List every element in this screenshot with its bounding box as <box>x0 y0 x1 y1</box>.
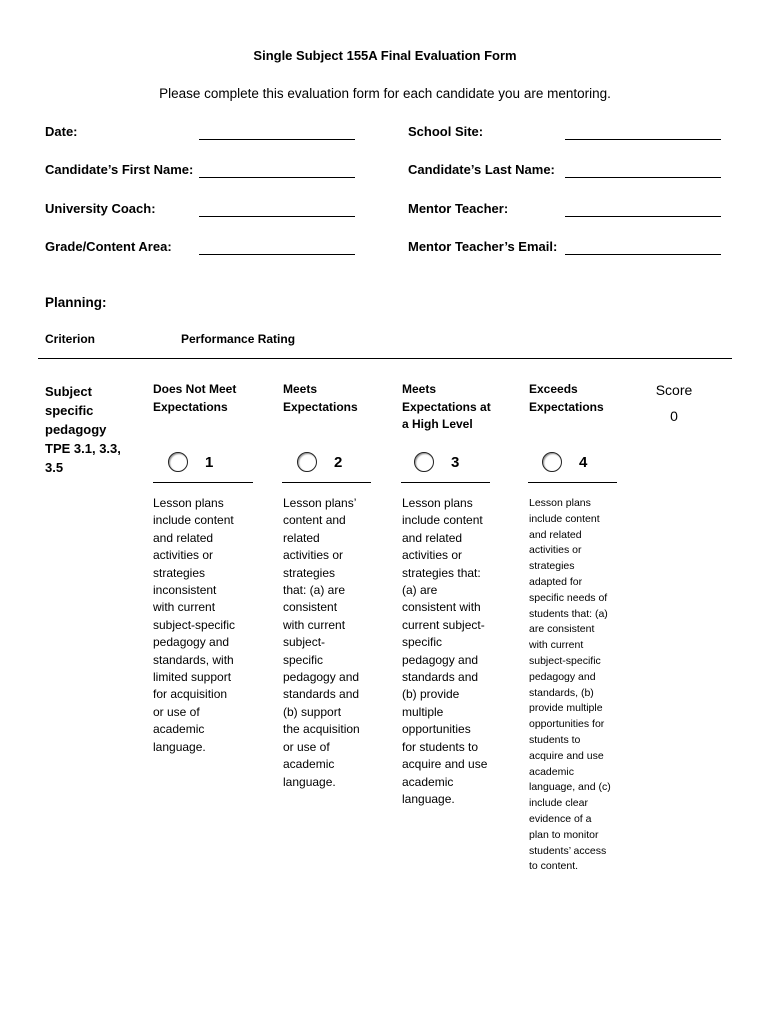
mentor-teacher-email-label: Mentor Teacher’s Email: <box>408 239 558 254</box>
school-site-field[interactable] <box>565 139 721 140</box>
mentor-teacher-field[interactable] <box>565 216 721 217</box>
candidate-first-name-field[interactable] <box>199 177 355 178</box>
radio-button-icon[interactable] <box>414 452 434 472</box>
radio-button-icon[interactable] <box>168 452 188 472</box>
rating-2-label: Meets Expectations <box>283 382 358 414</box>
candidate-last-name-label: Candidate’s Last Name: <box>408 162 555 177</box>
rating-3-label: Meets Expectations at a High Level <box>402 382 491 431</box>
rating-option-2[interactable] <box>297 452 342 472</box>
school-site-label: School Site: <box>408 124 484 139</box>
rating-3-description: Lesson plans include content and related activities or strategies that: (a) are consistent with current subject-specific pedagogy and standards and (b) provide multiple opportunities for students to acquire and use academic language. <box>402 496 488 806</box>
university-coach-label: University Coach: <box>45 201 156 216</box>
rating-2-underline <box>282 482 371 483</box>
rating-3-value: 3 <box>451 453 460 471</box>
university-coach-field[interactable] <box>199 216 355 217</box>
form-instructions: Please complete this evaluation form for each candidate you are mentoring. <box>159 86 611 101</box>
criterion-header: Criterion <box>45 332 96 346</box>
form-title: Single Subject 155A Final Evaluation Form <box>253 48 517 63</box>
grade-content-area-field[interactable] <box>199 254 355 255</box>
mentor-teacher-email-field[interactable] <box>565 254 721 255</box>
rating-option-3[interactable] <box>414 452 459 472</box>
rating-1-label: Does Not Meet Expectations <box>153 382 237 414</box>
rating-option-1[interactable] <box>168 452 213 472</box>
criterion-name: Subject specific pedagogy TPE 3.1, 3.3, 3.5 <box>45 384 121 475</box>
rating-3-underline <box>401 482 490 483</box>
rating-2-value: 2 <box>334 453 343 471</box>
rating-4-underline <box>528 482 617 483</box>
rating-2-description: Lesson plans’ content and related activities or strategies that: (a) are consistent with current subject-specific pedagogy and standards and (b) support the acquisition or use of academic language. <box>283 496 360 789</box>
date-field[interactable] <box>199 139 355 140</box>
radio-button-icon[interactable] <box>297 452 317 472</box>
candidate-last-name-field[interactable] <box>565 177 721 178</box>
rating-4-label: Exceeds Expectations <box>529 382 604 414</box>
score-label: Score <box>655 382 693 398</box>
rating-1-underline <box>153 482 253 483</box>
mentor-teacher-label: Mentor Teacher: <box>408 201 509 216</box>
grade-content-area-label: Grade/Content Area: <box>45 239 172 254</box>
performance-rating-header: Performance Rating <box>181 332 296 346</box>
rating-option-4[interactable] <box>542 452 587 472</box>
radio-button-icon[interactable] <box>542 452 562 472</box>
score-value: 0 <box>670 408 678 424</box>
rating-1-description: Lesson plans include content and related activities or strategies inconsistent with current subject-specific pedagogy and standards, with limited support for acquisition or use of academic language. <box>153 496 236 754</box>
rating-1-value: 1 <box>205 453 214 471</box>
candidate-first-name-label: Candidate’s First Name: <box>45 162 194 177</box>
section-divider <box>38 358 732 359</box>
date-label: Date: <box>45 124 78 139</box>
section-title: Planning: <box>45 295 107 310</box>
rating-4-description: Lesson plans include content and related activities or strategies adapted for specific needs of students that: (a) are consistent with current subject-specific pedagogy and standards, (b) provide multiple opportunities for students to acquire and use academic language, and (c) include clear evidence of a plan to monitor students’ access to content. <box>529 497 611 873</box>
rating-4-value: 4 <box>579 453 588 471</box>
